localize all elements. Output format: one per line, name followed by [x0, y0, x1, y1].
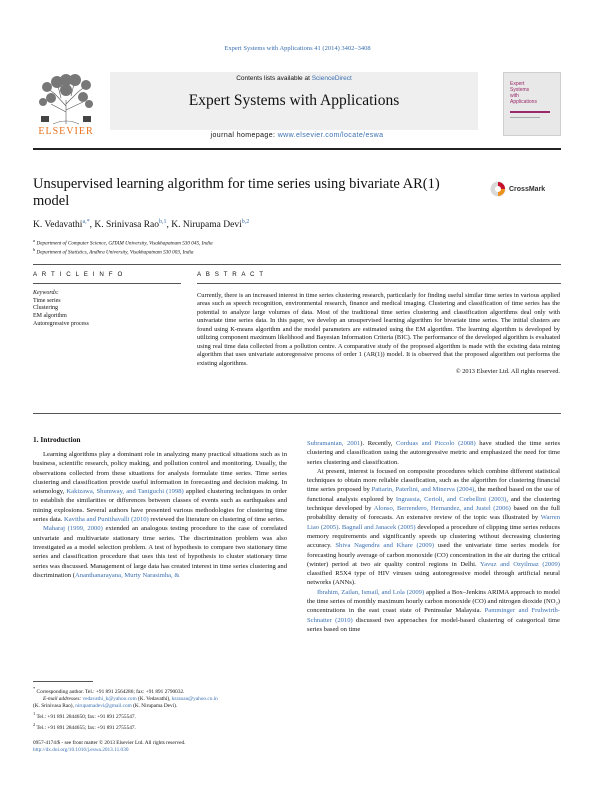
text-run: , the method based on the use of functional analysis explored by [307, 486, 561, 503]
text-run: have studied the time series clustering and classification using the autoregressive metric and emphasized the need for time series clustering and classification. [307, 440, 561, 466]
text-run: Learning algorithms play a dominant role in analyzing many practical situations such as in business, scientific research, policy making, and pollution control and monitoring. Usually, the observations collected from these situations for analysis formulate time series. Time series clustering and classification provide useful information in forecasting and decision making. In seismology, [33, 451, 287, 496]
affiliation [33, 238, 213, 247]
footnotes [33, 685, 287, 732]
text-run: applied clustering techniques in order to establish the similarities or differences between classes of events such as earthquakes and mining explosions. Several authors have presented various methodologies for clustering time series data. [33, 488, 287, 524]
citation-link[interactable]: Ibrahim, Zailan, Ismail, and Lola (2009) [317, 588, 425, 596]
citation-link[interactable]: Ingrassia, Cerioli, and Corbellini (2003) [395, 495, 507, 503]
footnote [33, 685, 287, 696]
footnote [33, 710, 287, 721]
paragraph [307, 467, 560, 588]
paragraph [307, 588, 560, 634]
keyword: Time series [33, 297, 61, 304]
footnote-text [37, 689, 185, 695]
citation-link[interactable]: Kavitha and Punithavalli (2010) [63, 516, 149, 524]
footnote-mark: 1 [33, 711, 36, 717]
journal-homepage [33, 132, 561, 139]
article-info-heading: A R T I C L E I N F O [33, 271, 124, 278]
affiliation-text: Department of Statistics, Andhra University, Visakhapatnam 530 003, India [36, 249, 194, 256]
text-run: discussed two approaches for model-based clustering of categorical time series based on time [307, 616, 560, 633]
paragraph [307, 439, 560, 467]
citation-link[interactable]: Bagnall and Janacek (2005) [341, 523, 416, 531]
author-name: K. Nirupama Devi [171, 220, 242, 231]
banner-center [110, 72, 478, 130]
author-name: K. Srinivasa Rao [94, 220, 160, 231]
text-run: At present, interest is focused on composite procedures which combine different statistical techniques to obtain more reliable classification, such as the algorithm for clustering financial time series proposed by [307, 467, 560, 494]
citation-link[interactable]: Ananthanarayana, Murty Narasimha, & [74, 571, 180, 579]
citation-link[interactable]: Corduas and Piccolo (2008) [395, 440, 476, 447]
text-run: , and the clustering technique developed by [307, 495, 561, 513]
keywords-label: Keywords: [33, 290, 59, 296]
abstract-body [197, 292, 560, 377]
text-run: (K. Srinivasa Rao), [33, 703, 76, 710]
author-list [33, 219, 249, 230]
cover-line: Systems [510, 87, 530, 93]
text-run: classified R5X4 type of HIV viruses using autoregressive model through artificial neural networks (ANNs). [307, 570, 560, 587]
text-run: Tel.: +91 891 2844655; fax: +91 891 2755547. [36, 725, 136, 732]
keywords-block [33, 290, 89, 329]
text-run: (K. Nirupama Devi). [131, 703, 178, 710]
text-run: reviewed the literature on clustering of time series. [148, 516, 285, 524]
footnote [33, 721, 287, 732]
cover-stripe [510, 111, 550, 113]
crossmark-label: CrossMark [509, 186, 546, 193]
citation-link[interactable]: Shiva Nagendra and Khare (2009) [335, 542, 435, 550]
text-run: ). Recently, [360, 440, 396, 447]
footnote-text [37, 725, 136, 731]
homepage-link[interactable]: www.elsevier.com/locate/eswa [277, 132, 384, 139]
affiliation-rule [33, 264, 561, 265]
text-run: developed a procedure of clipping time series reduces memory requirements and significantly speeds up clustering without decreasing clustering accuracy. [307, 523, 560, 550]
cover-line: Expert [510, 81, 525, 87]
footnote [33, 703, 287, 710]
footnote-rule [33, 681, 93, 682]
affiliation-mark: b [33, 247, 36, 252]
sciencedirect-link[interactable]: ScienceDirect [311, 75, 352, 82]
citation-link[interactable]: Yavuz and Ozyilmaz (2009) [479, 560, 560, 568]
journal-title: Expert Systems with Applications [188, 92, 400, 109]
body-column-right [307, 439, 560, 634]
text-run: (K. Vedavathi), [136, 695, 172, 702]
citation-link[interactable]: nirupamadevi@gmail.com [75, 703, 132, 710]
text-run: Tel.: +91 891 2844650; fax: +91 891 2755547. [36, 714, 136, 721]
crossmark-badge[interactable] [490, 180, 560, 204]
text-run: based on the full probability density of forecasts. An extensive review of the topic was illustrated by [307, 505, 561, 522]
abstract-heading: A B S T R A C T [197, 271, 265, 278]
citation-link[interactable]: Pamminger and Fruhwirth-Schnatter (2010) [307, 607, 560, 624]
author-separator: , [89, 220, 95, 231]
article-title: Unsupervised learning algorithm for time series using bivariate AR(1) model [33, 176, 440, 209]
journal-banner [33, 72, 561, 140]
abstract-copyright: © 2013 Elsevier Ltd. All rights reserved. [455, 368, 560, 376]
citation-link[interactable]: Kakizawa, Shumway, and Taniguchi (1998) [66, 488, 184, 496]
cover-line: Applications [510, 99, 537, 105]
footnote-text [33, 703, 177, 709]
author-affil-mark[interactable]: a,* [82, 219, 90, 225]
issn-block [33, 740, 185, 754]
article-info-rule [33, 283, 181, 284]
keyword: Clustering [33, 305, 58, 312]
author-affil-mark[interactable]: b,2 [241, 219, 250, 225]
cover-title [510, 81, 537, 105]
journal-reference[interactable]: Expert Systems with Applications 41 (2014) 3402–3408 [224, 45, 371, 52]
footnote-mark: 2 [33, 722, 36, 728]
issn-line: 0957-4174/$ - see front matter © 2013 Elsevier Ltd. All rights reserved. [33, 740, 186, 746]
text-run: Corresponding author. Tel.: +91 891 2564286; fax: +91 891 2790032. [36, 688, 185, 695]
doi-link[interactable]: http://dx.doi.org/10.1016/j.eswa.2013.11.030 [33, 747, 129, 754]
author-name: K. Vedavathi [33, 220, 83, 231]
abstract-bottom-rule [33, 413, 561, 414]
section-heading: 1. Introduction [33, 435, 81, 444]
citation-link[interactable]: Alonso, Berrendero, Hernandez, and Justel (2006) [373, 505, 511, 513]
text-run: . [338, 523, 342, 531]
text-run: E-mail addresses: [43, 695, 83, 702]
keyword: Autoregressive process [33, 320, 89, 327]
text-run: applied a Box–Jenkins ARIMA approach to model the time series of monthly maximum hourly carbon monoxide (CO) and nitrogen dioxide (NO₂) concentrations in the east coast state of Peninsular Malaysia. [307, 588, 560, 615]
homepage-prefix: journal homepage: [210, 132, 278, 139]
citation-link[interactable]: vedavathi_k@yahoo.com [82, 695, 137, 702]
journal-cover-thumbnail [503, 72, 561, 136]
citation-link[interactable]: Warren Liao (2005) [307, 514, 560, 531]
footnote-text [37, 714, 136, 720]
citation-link[interactable]: Pattarin, Paterlini, and Minerva (2004) [371, 486, 475, 494]
paragraph [33, 524, 287, 580]
affiliation-text: Department of Computer Science, GITAM University, Visakhapatnam 530 045, India [36, 240, 213, 247]
text-run: used the univariate time series models for forecasting hourly average of carbon monoxide (CO) concentration in the air during the critical (winter) period at two air quality control regions in Delhi. [307, 542, 561, 568]
crossmark-icon [490, 180, 506, 198]
citation-link[interactable]: Subramanian, 2001 [307, 440, 361, 447]
citation-link[interactable]: ksraoau@yahoo.co.in [171, 695, 218, 702]
footnote-text [43, 696, 218, 702]
author-separator: , [166, 220, 172, 231]
contents-prefix: Contents lists available at [236, 75, 312, 82]
abstract-rule [197, 283, 561, 284]
header-rule [33, 148, 561, 150]
affiliation [33, 247, 193, 256]
affiliation-mark: a [33, 238, 36, 243]
paragraph [33, 450, 287, 524]
cover-line: with [510, 93, 519, 99]
footnote-mark: * [33, 686, 36, 691]
cover-stripe [510, 117, 540, 118]
keyword: EM algorithm [33, 313, 67, 320]
citation-link[interactable]: Maharaj (1999, 2000) [43, 525, 103, 533]
contents-line [110, 75, 478, 82]
abstract-text: Currently, there is an increased interest in time series clustering research, particularly for finding useful similar time series in various applied areas such as speech recognition, environmental research, finance and medical imaging. Clustering and classification of time series has the potential to analyze large volumes of data. Most of the traditional time series clustering and classification algorithms deal only with univariate time series data. In this paper, we develop an unsupervised learning algorithm for bivariate time series. The initial clusters are found using K-means algorithm and the model parameters are estimated using the EM algorithm. The learning algorithm is developed by utilizing component maximum likelihood and Bayesian Information Criteria (BIC). The performance of the developed algorithm is evaluated using real time data collected from a pollution centre. A comparative study of the proposed algorithm is made with the existing data mining algorithm that uses univariate autoregressive process of order 1 (AR(1)) model. It is observed that the proposed algorithm out performs the existing algorithms. [197, 292, 560, 367]
elsevier-wordmark: ELSEVIER [38, 126, 94, 137]
text-run: extended an analogous testing procedure to the case of correlated univariate and multivariate stationary time series. The discrimination problem was also investigated as a model selection problem. A test of hypothesis to compare two stationary time series and classification procedure that uses this test of hypothesis to cluster stationary time series was discussed. Management of large data has created interest in time series clustering and discrimination ( [33, 525, 287, 579]
author-affil-mark[interactable]: b,1 [159, 219, 167, 225]
body-column-left [33, 450, 287, 580]
